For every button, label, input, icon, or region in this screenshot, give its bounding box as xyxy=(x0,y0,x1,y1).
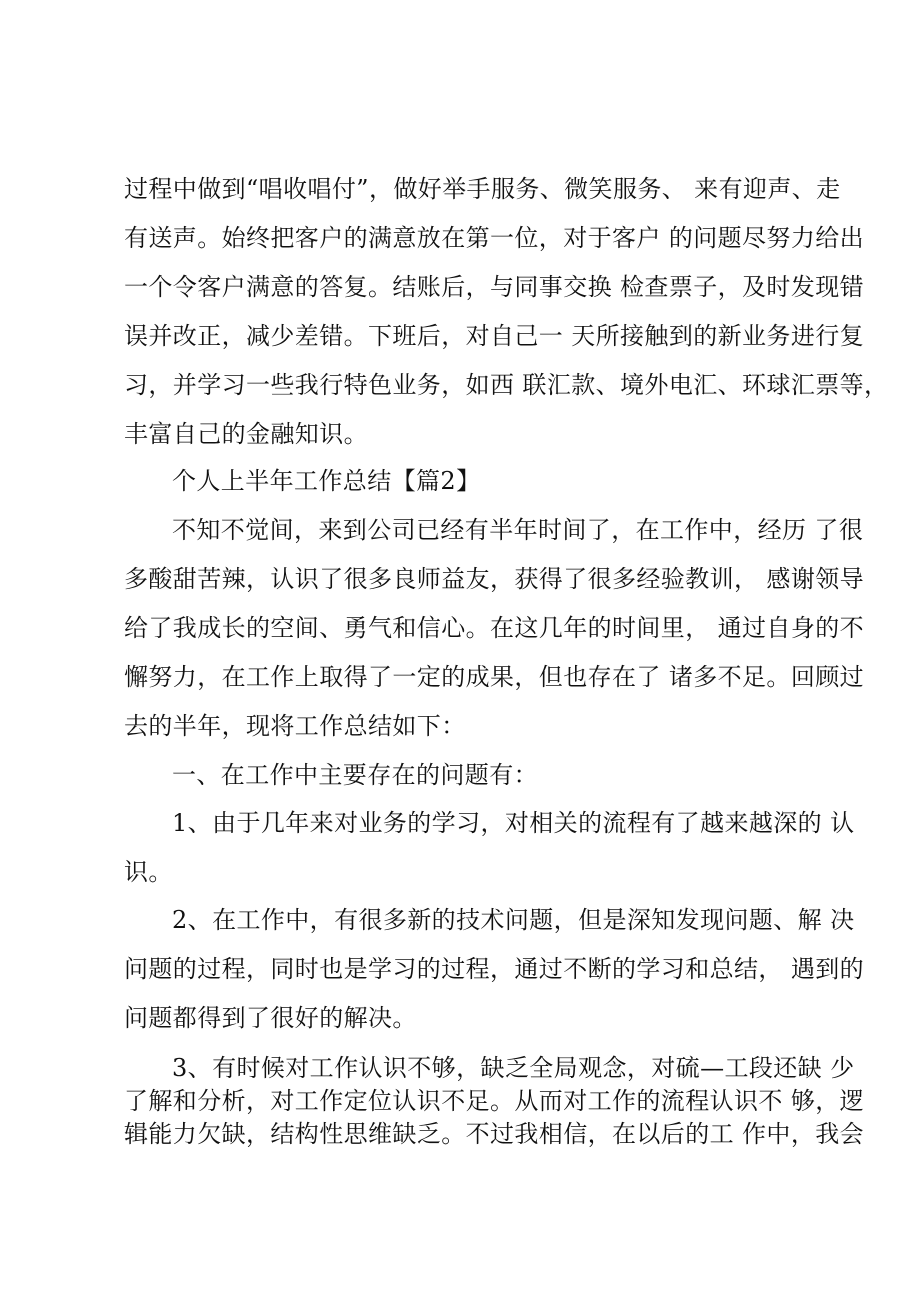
paragraph-line: 给了我成长的空间、勇气和信心。在这几年的时间里， 通过自身的不 xyxy=(124,614,865,642)
paragraph-line: 过程中做到“唱收唱付”，做好举手服务、微笑服务、 来有迎声、走 xyxy=(124,175,841,203)
paragraph-line: 有送声。始终把客户的满意放在第一位，对于客户 的问题尽努力给出 xyxy=(124,224,865,252)
list-item-2-line: 问题的过程，同时也是学习的过程，通过不断的学习和总结， 遇到的 xyxy=(124,955,865,983)
paragraph-line: 多酸甜苦辣，认识了很多良师益友，获得了很多经验教训， 感谢领导 xyxy=(124,565,865,593)
paragraph-line: 去的半年，现将工作总结如下： xyxy=(124,712,466,740)
paragraph-line: 一个令客户满意的答复。结账后，与同事交换 检查票子，及时发现错 xyxy=(124,273,865,301)
paragraph-line: 丰富自己的金融知识。 xyxy=(124,420,368,448)
list-item-1-line: 1、由于几年来对业务的学习，对相关的流程有了越来越深的 认 xyxy=(172,809,855,837)
list-item-1-line: 识。 xyxy=(124,858,173,886)
paragraph-line: 习，并学习一些我行特色业务，如西 联汇款、境外电汇、环球汇票等， xyxy=(124,371,889,399)
list-item-3-line: 3、有时候对工作认识不够，缺乏全局观念，对硫—工段还缺 少 xyxy=(172,1054,855,1082)
list-item-3-line: 辑能力欠缺，结构性思维缺乏。不过我相信，在以后的工 作中，我会 xyxy=(124,1120,865,1148)
subheading: 一、在工作中主要存在的问题有： xyxy=(172,761,538,789)
section-heading: 个人上半年工作总结【篇2】 xyxy=(172,467,481,495)
paragraph-line: 误并改正，减少差错。下班后，对自己一 天所接触到的新业务进行复 xyxy=(124,322,865,350)
paragraph-line: 懈努力，在工作上取得了一定的成果，但也存在了 诸多不足。回顾过 xyxy=(124,663,865,691)
list-item-2-line: 问题都得到了很好的解决。 xyxy=(124,1004,417,1032)
paragraph-line: 不知不觉间，来到公司已经有半年时间了，在工作中，经历 了很 xyxy=(172,516,864,544)
list-item-2-line: 2、在工作中，有很多新的技术问题，但是深知发现问题、解 决 xyxy=(172,906,855,934)
list-item-3-line: 了解和分析，对工作定位认识不足。从而对工作的流程认识不 够，逻 xyxy=(124,1087,865,1115)
